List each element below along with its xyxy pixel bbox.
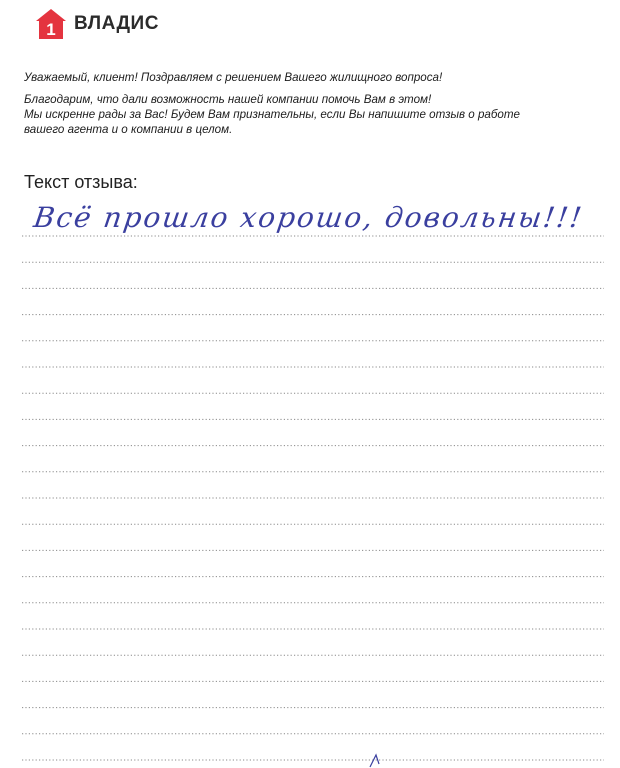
thanks-text: Благодарим, что дали возможность нашей компании помочь Вам в этом!	[24, 93, 432, 106]
request-text-continued: вашего агента и о компании в целом.	[24, 123, 233, 136]
greeting-text: Уважаемый, клиент! Поздравляем с решением Вашего жилищного вопроса!	[24, 71, 443, 84]
stray-pen-mark	[368, 752, 382, 768]
logo-text: ВЛАДИС	[74, 13, 159, 34]
handwritten-review: Всё прошло хорошо, довольны!!!	[31, 201, 586, 234]
logo-badge-number: 1	[46, 20, 56, 39]
request-text: Мы искренне рады за Вас! Будем Вам признательны, если Вы напишите отзыв о работе	[24, 108, 520, 121]
review-heading: Текст отзыва:	[24, 172, 138, 192]
